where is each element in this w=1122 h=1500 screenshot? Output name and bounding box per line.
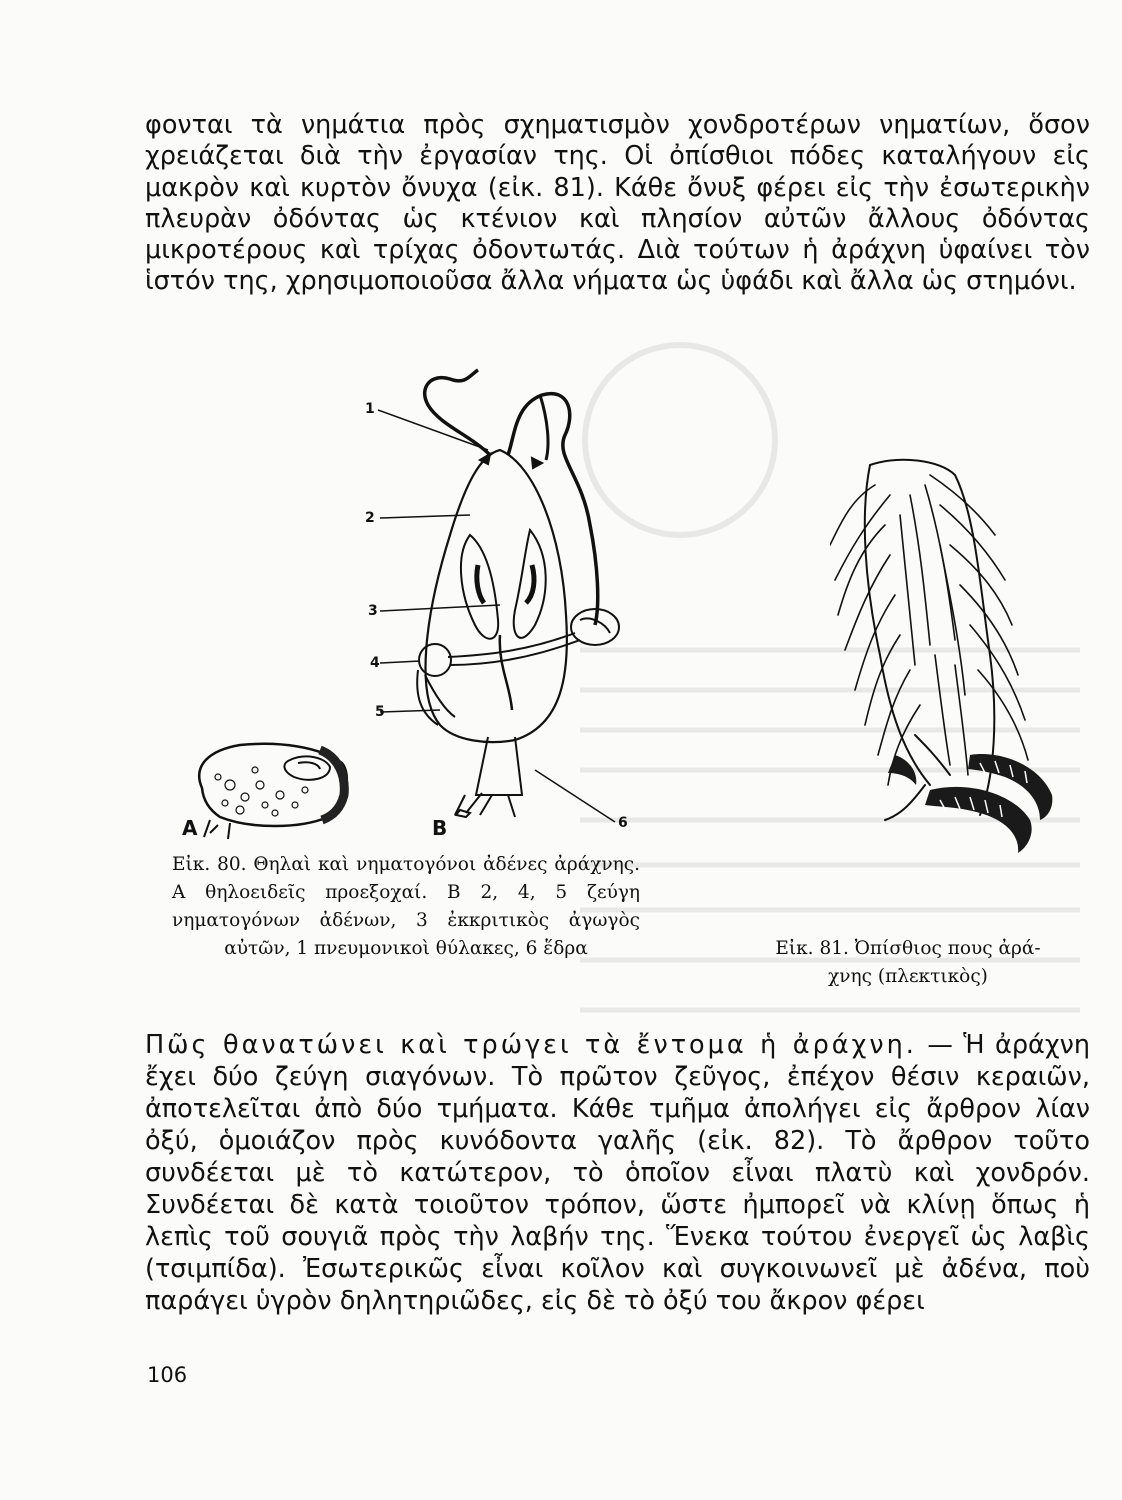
label-6: 6 xyxy=(618,815,628,831)
label-3: 3 xyxy=(368,603,378,619)
body-paragraph-bottom xyxy=(145,1029,1090,1317)
figure-80-caption: Εἰκ. 80. Θηλαὶ καὶ νηματογόνοι ἀδένες ἀράχνης. Α θηλοειδεῖς προεξοχαί. Β 2, 4, 5 ζεύγη νηματογόνων ἀδένων, 3 ἐκκριτικὸς ἀγωγὸς αὐτῶν, 1 πνευμονικοὶ θύλακες, 6 ἕδρα xyxy=(172,854,640,959)
label-5: 5 xyxy=(375,704,385,720)
label-4: 4 xyxy=(370,655,380,671)
panel-b-label: B xyxy=(432,816,448,840)
figure-80-spinneret-diagram xyxy=(170,365,650,840)
body-paragraph-top: φονται τὰ νημάτια πρὸς σχηματισμὸν χονδροτέρων νηματίων, ὅσον χρειάζεται διὰ τὴν ἐργασίαν της. Οἱ ὀπίσθιοι πόδες καταλήγουν εἰς μακρὸν καὶ κυρτὸν ὄνυχα (εἰκ. 81). Κάθε ὄνυξ φέρει εἰς τὴν ἐσωτερικὴν πλευρὰν ὀδόντας ὡς κτένιον καὶ πλησίον αὐτῶν ἄλλους ὀδόντας μικροτέρους καὶ τρίχας ὀδοντωτάς. Διὰ τούτων ἡ ἀράχνη ὑφαίνει τὸν ἱστόν της, χρησιμοποιοῦσα ἄλλα νήματα ὡς ὑφάδι καὶ ἄλλα ὡς στημόνι. xyxy=(145,110,1090,297)
figure-81-caption-line-1: Εἰκ. 81. Ὀπίσθιος πους ἀρά- xyxy=(775,938,1041,959)
panel-a-label: A xyxy=(182,816,198,840)
figure-81-caption xyxy=(722,935,1094,991)
panel-a-spinnerets-drawing xyxy=(199,744,347,839)
label-1: 1 xyxy=(365,401,375,417)
figure-81-spider-leg-drawing xyxy=(830,455,1055,865)
page-number: 106 xyxy=(147,1363,188,1387)
figure-81-caption-line-2: χνης (πλεκτικὸς) xyxy=(828,966,988,987)
section-heading: Πῶς θανατώνει καὶ τρώγει τὰ ἔντομα ἡ ἀράχνη. xyxy=(145,1030,917,1060)
label-2: 2 xyxy=(365,510,375,526)
section-body: — Ἡ ἀράχνη ἔχει δύο ζεύγη σιαγόνων. Τὸ πρῶτον ζεῦγος, ἐπέχον θέσιν κεραιῶν, ἀποτελεῖται ἀπὸ δύο τμήματα. Κάθε τμῆμα ἀπολήγει εἰς ἄρθρον λίαν ὀξύ, ὁμοιάζον πρὸς κυνόδοντα γαλῆς (εἰκ. 82). Τὸ ἄρθρον τοῦτο συνδέεται μὲ τὸ κατώτερον, τὸ ὁποῖον εἶναι πλατὺ καὶ χονδρόν. Συνδέεται δὲ κατὰ τοιοῦτον τρόπον, ὥστε ἠμπορεῖ νὰ κλίνῃ ὅπως ἡ λεπὶς τοῦ σουγιᾶ πρὸς τὴν λαβήν της. Ἕνεκα τούτου ἐνεργεῖ ὡς λαβὶς (τσιμπίδα). Ἐσωτερικῶς εἶναι κοῖλον καὶ συγκοινωνεῖ μὲ ἀδένα, ποὺ παράγει ὑγρὸν δηλητηριῶδες, εἰς δὲ τὸ ὀξύ του ἄκρον φέρει xyxy=(145,1030,1090,1316)
panel-b-gland-drawing xyxy=(417,370,619,817)
